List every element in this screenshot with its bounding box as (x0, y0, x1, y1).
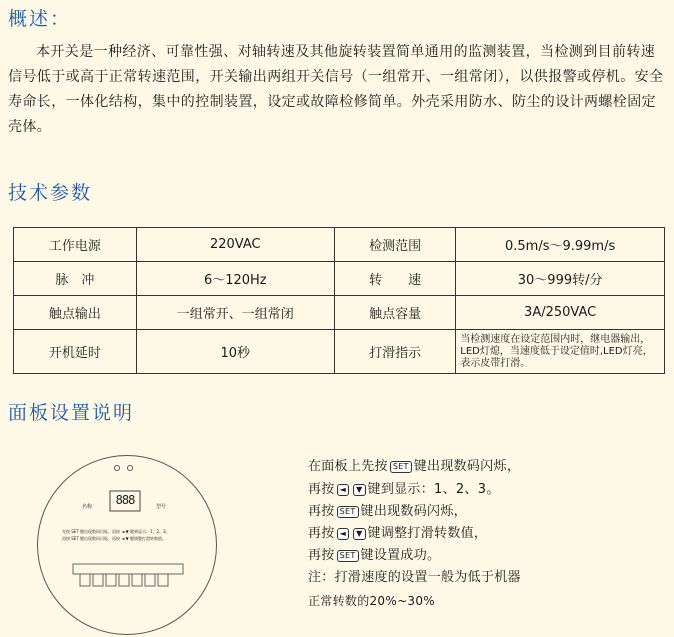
panel-note-line2: 再按 SET 键出现数码闪烁，再按 ◄ ▼ 键调整打滑转数值。 (62, 536, 167, 541)
instruction-text: 键出现数码闪烁， (360, 504, 467, 519)
spec-label: 工作电源 (14, 228, 137, 262)
specs-heading: 技术参数 (8, 182, 93, 204)
instruction-text: 键出现数码闪烁， (413, 459, 521, 474)
led-indicator-icon (128, 466, 133, 471)
panel-label-name: 名称 (82, 504, 93, 510)
down-key-icon: ▼ (353, 484, 365, 496)
panel-diagram (37, 455, 217, 635)
spec-label: 开机延时 (14, 330, 137, 374)
spec-table (13, 227, 665, 374)
instruction-note: 注：打滑速度的设置一般为低于机器 (308, 570, 521, 585)
spec-value: 10秒 (136, 330, 334, 374)
spec-label: 脉 冲 (14, 262, 137, 296)
instruction-line (308, 544, 440, 563)
spec-value: 0.5m/s～9.99m/s (456, 228, 665, 262)
spec-value: 30～999转/分 (456, 262, 665, 296)
panel-heading: 面板设置说明 (8, 402, 135, 424)
overview-paragraph: 本开关是一种经济、可靠性强、对轴转速及其他旋转装置简单通用的监测装置，当检测到目前转速信号低于或高于正常转速范围，开关输出两组开关信号（一组常开、一组常闭），以供报警或停机。安全寿命长，一体化结构，集中的控制装置，设定或故障检修简单。外壳采用防水、防尘的设计两螺栓固定壳体。 (8, 44, 664, 135)
panel-label-model: 型号 (156, 504, 167, 510)
spec-label: 转 速 (334, 262, 455, 296)
instruction-line (308, 500, 467, 519)
instruction-text: 在面板上先按 (308, 459, 388, 474)
instruction-text: 再按 (308, 482, 335, 497)
instruction-note: 正常转数的20%~30% (308, 594, 435, 608)
instruction-text: 键到显示：1、2、3。 (367, 482, 500, 497)
set-key-icon: SET (390, 461, 412, 473)
left-key-icon: ◄ (337, 484, 349, 496)
instruction-line (308, 455, 520, 474)
spec-label: 打滑指示 (334, 330, 455, 374)
spec-label: 触点容量 (334, 296, 455, 330)
panel-drawing (38, 456, 216, 634)
spec-row (14, 228, 665, 262)
instruction-line (308, 522, 487, 541)
down-key-icon: ▼ (353, 528, 365, 540)
set-key-icon: SET (337, 506, 359, 518)
spec-label: 触点输出 (14, 296, 137, 330)
set-key-icon: SET (337, 550, 359, 562)
spec-value: 6～120Hz (136, 262, 334, 296)
spec-row (14, 262, 665, 296)
instruction-text: 键调整打滑转数值， (367, 526, 488, 541)
instruction-text: 再按 (308, 548, 335, 563)
terminal-blocks (80, 574, 168, 586)
spec-value: 3A/250VAC (456, 296, 665, 330)
instruction-text: 再按 (308, 526, 335, 541)
spec-value: 一组常开、一组常闭 (136, 296, 334, 330)
spec-value: 220VAC (136, 228, 334, 262)
instruction-text: 再按 (308, 504, 335, 519)
spec-row (14, 296, 665, 330)
panel-note-line1: 先按 SET 键出现数码闪烁，再按 ◄ ▼ 键到显示：1、2、3。 (62, 529, 170, 534)
led-indicator-icon (115, 466, 120, 471)
left-key-icon: ◄ (337, 528, 349, 540)
spec-value: 当检测速度在设定范围内时，继电器输出，LED灯熄，当速度低于设定值时,LED灯亮，表示皮带打滑。 (456, 330, 665, 374)
instruction-line (308, 478, 500, 497)
digit-display: 888 (115, 493, 135, 507)
spec-label: 检测范围 (334, 228, 455, 262)
terminal-strip (73, 564, 183, 574)
instruction-text: 键设置成功。 (360, 548, 441, 563)
overview-heading: 概述： (8, 8, 72, 30)
spec-row (14, 330, 665, 374)
